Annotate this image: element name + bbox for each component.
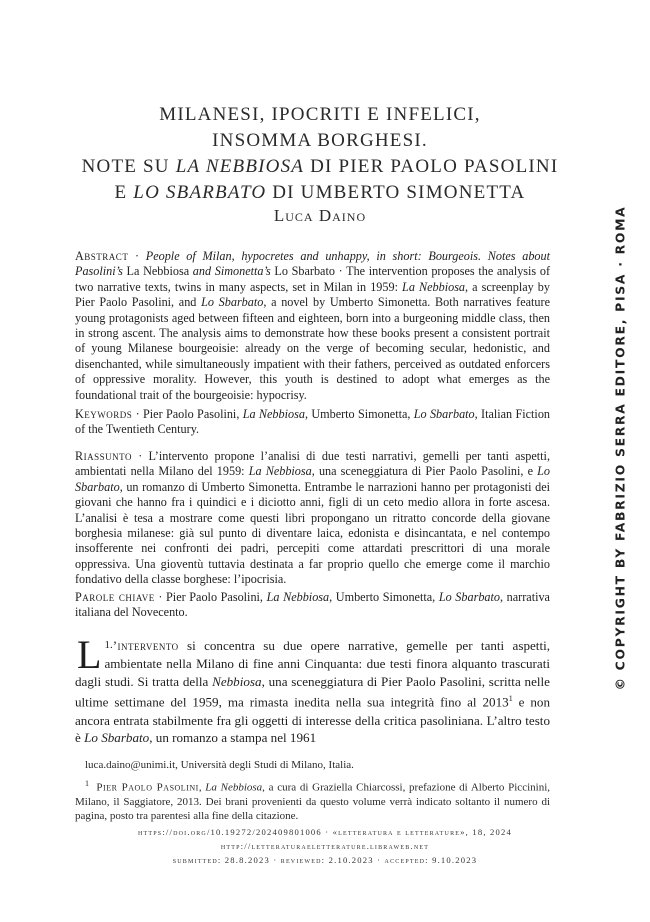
- copyright-text: © COPYRIGHT BY FABRIZIO SERRA EDITORE, PISA · ROMA: [612, 205, 628, 690]
- title-line-4: E LO SBARBATO DI UMBERTO SIMONETTA: [114, 182, 526, 203]
- title-line-2: INSOMMA BORGHESI.: [212, 130, 428, 151]
- parole-chiave: Parole chiave · Pier Paolo Pasolini, La Nebbiosa, Umberto Simonetta, Lo Sbarbato, narrativa italiana del Novecento.: [75, 590, 550, 620]
- parole-chiave-label: Parole chiave: [75, 590, 155, 604]
- footnote-ref[interactable]: 1: [508, 694, 513, 704]
- section-number: 1.: [104, 639, 113, 651]
- imprint: [60, 825, 590, 867]
- footnotes: [75, 758, 550, 828]
- abstract: Abstract · People of Milan, hypocretes and unhappy, in short: Bourgeois. Notes about Pasolini’s La Nebbiosa and Simonetta’s Lo Sbarbato · The intervention proposes the analysis of two narrative texts, twins in many aspects, set in Milan in 1959: La Nebbiosa, a screenplay by Pier Paolo Pasolini, and Lo Sbarbato, a novel by Umberto Simonetta. Both narratives feature young protagonists aged between fifteen and eighteen, born into a burgeoning middle class, then in strong ascent. The analysis aims to demonstrate how these books present a consistent portrait of young Milanese bourgeoisie: already on the verge of becoming secular, hedonistic, and disenchanted, while simultaneously impatient with their fathers, perceived as outdated enforcers of oppressive morality. However, this youth is destined to adopt what emerges as the foundational trait of the bourgeoisie: hypocrisy.: [75, 249, 551, 402]
- riassunto-label: Riassunto: [75, 449, 132, 463]
- title-line-1: MILANESI, IPOCRITI E INFELICI,: [159, 104, 481, 125]
- keywords-label: Keywords: [75, 407, 133, 421]
- abstract-label: Abstract: [75, 249, 129, 263]
- drop-cap: L: [77, 632, 102, 677]
- author-name: Luca Daino: [273, 206, 367, 225]
- dates-line: submitted: 28.8.2023 · reviewed: 2.10.2023 · accepted: 9.10.2023: [172, 855, 478, 865]
- doi-line[interactable]: https://doi.org/10.19272/202409801006 · «letteratura e letterature», 18, 2024: [137, 827, 513, 837]
- title-line-3: NOTE SU LA NEBBIOSA DI PIER PAOLO PASOLINI: [81, 156, 559, 177]
- riassunto: Riassunto · L’intervento propone l’analisi di due testi narrativi, gemelli per tanti aspetti, ambientati nella Milano del 1959: La Nebbiosa, una sceneggiatura di Pier Paolo Pasolini, e Lo Sbarbato, un romanzo di Umberto Simonetta. Entrambe le narrazioni hanno per protagonisti dei giovani che hanno fra i quindici e i diciotto anni, figli di un ceto medio allora in forte ascesa. L’analisi è tesa a mostrare come questi libri propongano un ritratto concorde della giovane borghesia milanese: già sul punto di diventare laica, edonista e disincantata, e nel contempo insofferente nei confronti dei padri, percepiti come attardati prescrittori di una morale oppressiva. Una gioventù tuttavia destinata a far proprio quello che emerge come il marchio fondativo della classe borghese: l’ipocrisia.: [75, 449, 550, 587]
- footnote-1: $^1$ Pier Paolo Pasolini, La Nebbiosa, a cura di Graziella Chiarcossi, prefazione di Alberto Piccinini, Milano, il Saggiatore, 2013. Dei brani provenienti da questo volume verrà indicato soltanto il numero di pagina, posto tra parentesi alla fine della citazione.: [75, 779, 550, 822]
- keywords: Keywords · Pier Paolo Pasolini, La Nebbiosa, Umberto Simonetta, Lo Sbarbato, Italian Fiction of the Twentieth Century.: [75, 407, 551, 437]
- lead-word: ’intervento: [112, 638, 179, 653]
- article-title: [60, 102, 580, 206]
- website-line[interactable]: http://letteraturaeletterature.libraweb.net: [220, 841, 430, 851]
- copyright-sidebar: [610, 205, 630, 690]
- body-paragraph: $^{1.}$ L ’intervento si concentra su due opere narrative, gemelle per tanti aspetti, ambientate nella Milano di fine anni Cinquanta: due testi finora alquanto trascurati dagli studi. Si tratta della Nebbiosa, una sceneggiatura di Pier Paolo Pasolini, scritta nelle ultime settimane del 1959, ma rimasta inedita nella sua integrità fino al 2013$^1$ e non ancora entrata stabilmente fra gli oggetti di interesse della critica pasoliniana. L’altro testo è Lo Sbarbato, un romanzo a stampa nel 1961: [75, 632, 551, 746]
- affiliation-note: luca.daino@unimi.it, Università degli Studi di Milano, Italia.: [85, 759, 354, 771]
